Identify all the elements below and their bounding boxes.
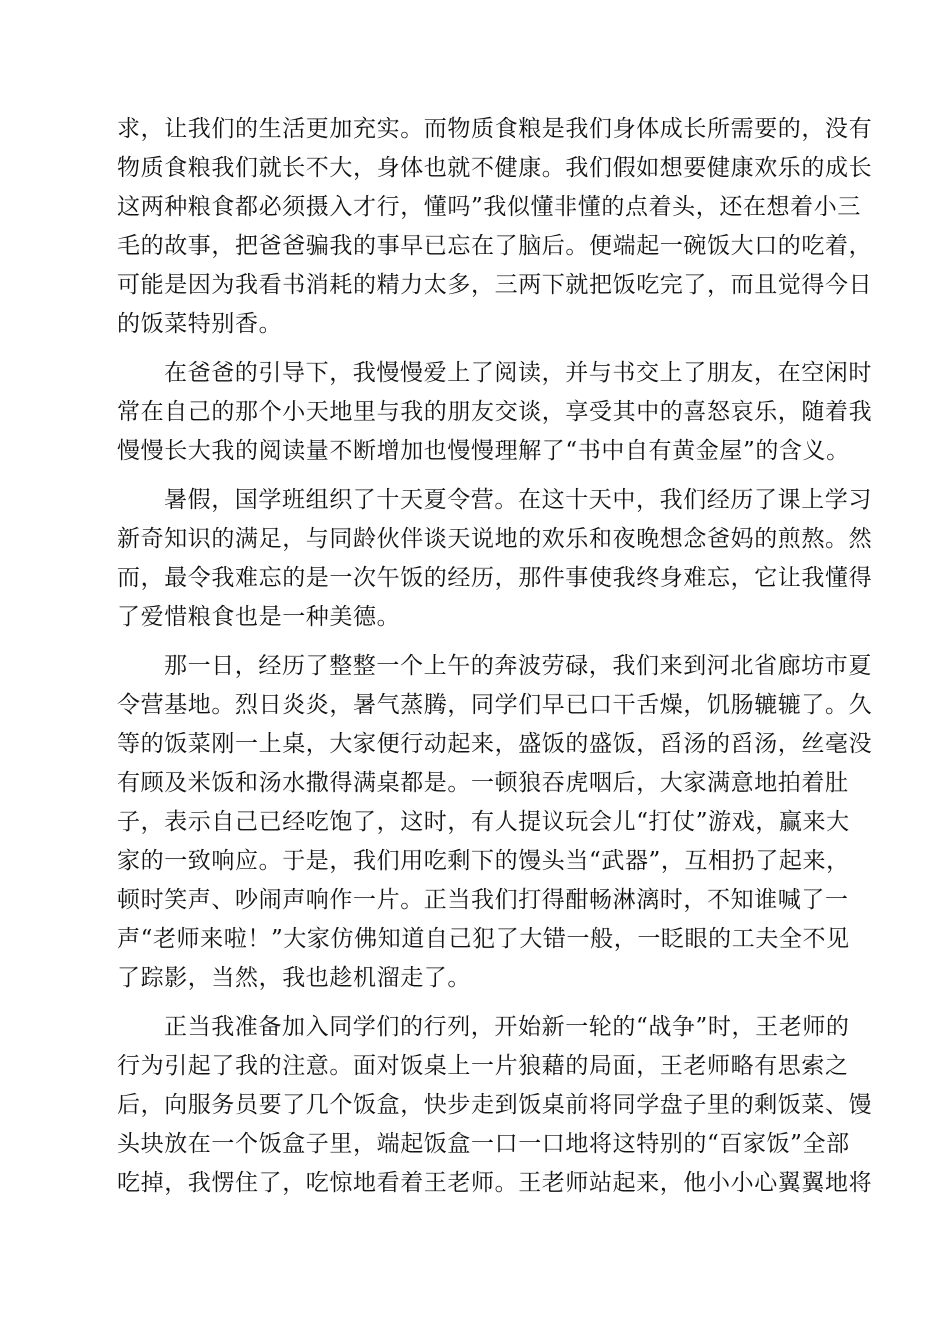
paragraph-spacing	[117, 471, 835, 481]
paragraph-line: 有顾及米饭和汤水撒得满桌都是。一顿狼吞虎咽后，大家满意地拍着肚	[117, 770, 849, 796]
paragraph-spacing	[117, 637, 835, 647]
paragraph-line: 常在自己的那个小天地里与我的朋友交谈，享受其中的喜怒哀乐，随着我	[117, 399, 873, 425]
paragraph-line: 声“老师来啦！”大家仿佛知道自己犯了大错一般，一眨眼的工夫全不见	[117, 926, 850, 952]
paragraph-5	[117, 1008, 873, 1203]
paragraph-line: 令营基地。烈日炎炎，暑气蒸腾，同学们早已口干舌燥，饥肠辘辘了。久	[117, 692, 873, 718]
paragraph-line: 的饭菜特别香。	[117, 311, 283, 337]
paragraph-line: 后，向服务员要了几个饭盒，快步走到饭桌前将同学盘子里的剩饭菜、馒	[117, 1092, 873, 1118]
document-body	[117, 110, 873, 1203]
paragraph-line: 等的饭菜刚一上桌，大家便行动起来，盛饭的盛饭，舀汤的舀汤，丝毫没	[117, 731, 873, 757]
paragraph-line: 吃掉，我愣住了，吃惊地看着王老师。王老师站起来，他小小心翼翼地将	[117, 1170, 873, 1196]
paragraph-4	[117, 647, 873, 998]
paragraph-line: 而，最令我难忘的是一次午饭的经历，那件事使我终身难忘，它让我懂得	[117, 565, 873, 591]
paragraph-line: 暑假，国学班组织了十天夏令营。在这十天中，我们经历了课上学习	[164, 487, 872, 513]
paragraph-line: 家的一致响应。于是，我们用吃剩下的馒头当“武器”，互相扔了起来，	[117, 848, 850, 874]
paragraph-line: 慢慢长大我的阅读量不断增加也慢慢理解了“书中自有黄金屋”的含义。	[117, 438, 850, 464]
paragraph-line: 可能是因为我看书消耗的精力太多，三两下就把饭吃完了，而且觉得今日	[117, 272, 873, 298]
paragraph-line: 了踪影，当然，我也趁机溜走了。	[117, 965, 471, 991]
paragraph-spacing	[117, 998, 835, 1008]
paragraph-line: 了爱惜粮食也是一种美德。	[117, 604, 401, 630]
paragraph-line: 在爸爸的引导下，我慢慢爱上了阅读，并与书交上了朋友，在空闲时	[164, 360, 872, 386]
paragraph-line: 行为引起了我的注意。面对饭桌上一片狼藉的局面，王老师略有思索之	[117, 1053, 849, 1079]
paragraph-spacing	[117, 344, 835, 354]
paragraph-line: 那一日，经历了整整一个上午的奔波劳碌，我们来到河北省廊坊市夏	[164, 653, 872, 679]
paragraph-2	[117, 354, 873, 471]
paragraph-line: 顿时笑声、吵闹声响作一片。正当我们打得酣畅淋漓时，不知谁喊了一	[117, 887, 849, 913]
paragraph-line: 子，表示自己已经吃饱了，这时，有人提议玩会儿“打仗”游戏，赢来大	[117, 809, 850, 835]
paragraph-line: 物质食粮我们就长不大，身体也就不健康。我们假如想要健康欢乐的成长	[117, 155, 873, 181]
paragraph-line: 毛的故事，把爸爸骗我的事早已忘在了脑后。便端起一碗饭大口的吃着，	[117, 233, 873, 259]
paragraph-line: 正当我准备加入同学们的行列，开始新一轮的“战争”时，王老师的	[164, 1014, 850, 1040]
paragraph-line: 求，让我们的生活更加充实。而物质食粮是我们身体成长所需要的，没有	[117, 116, 873, 142]
paragraph-line: 新奇知识的满足，与同龄伙伴谈天说地的欢乐和夜晚想念爸妈的煎熬。然	[117, 526, 873, 552]
paragraph-1	[117, 110, 873, 344]
paragraph-3	[117, 481, 873, 637]
paragraph-line: 这两种粮食都必须摄入才行，懂吗”我似懂非懂的点着头，还在想着小三	[117, 194, 861, 220]
paragraph-line: 头块放在一个饭盒子里，端起饭盒一口一口地将这特别的“百家饭”全部	[117, 1131, 850, 1157]
